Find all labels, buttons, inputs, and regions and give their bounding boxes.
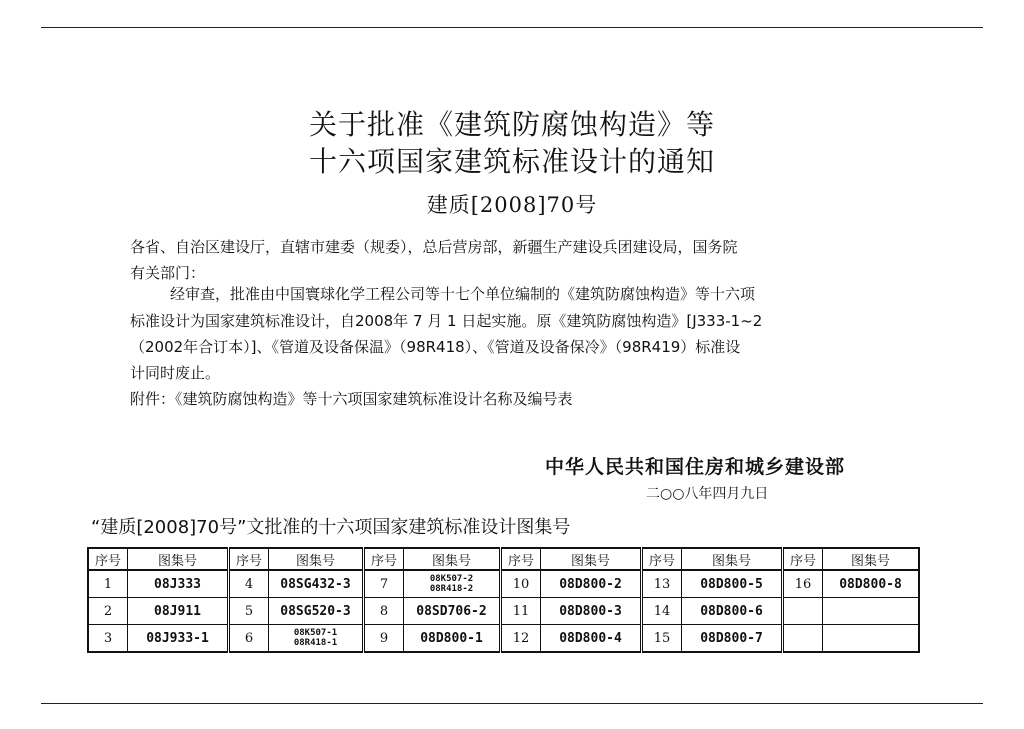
- seq-cell: 13: [642, 570, 682, 598]
- seq-cell: 14: [642, 598, 682, 625]
- seq-cell: 5: [229, 598, 269, 625]
- seq-cell: 15: [642, 625, 682, 653]
- atlas-code-cell: [404, 570, 501, 598]
- seq-cell: 1: [88, 570, 128, 598]
- header-seq: 序号: [229, 548, 269, 570]
- header-code: 图集号: [404, 548, 501, 570]
- table-row: [88, 625, 919, 653]
- header-code: 图集号: [823, 548, 920, 570]
- table-caption: “建质[2008]70号”文批准的十六项国家建筑标准设计图集号: [91, 517, 571, 538]
- atlas-code-line-2: 08R418-2: [429, 584, 474, 594]
- header-code: 图集号: [541, 548, 642, 570]
- header-seq: 序号: [783, 548, 823, 570]
- atlas-code-cell: 08D800-3: [541, 598, 642, 625]
- seq-cell: 10: [501, 570, 541, 598]
- header-seq: 序号: [364, 548, 404, 570]
- document-number: 建质[2008]70号: [426, 193, 598, 217]
- body-line-2: 标准设计为国家建筑标准设计，自2008年 7 月 1 日起实施。原《建筑防腐蚀构造》[J333-1~2: [130, 312, 763, 330]
- header-seq: 序号: [642, 548, 682, 570]
- notice-title-line-1: 关于批准《建筑防腐蚀构造》等: [308, 108, 715, 141]
- atlas-code-line-1: 08K507-2: [429, 574, 474, 584]
- body-line-4: 计同时废止。: [130, 364, 221, 382]
- table-header-row: [88, 548, 919, 570]
- seq-cell: [783, 598, 823, 625]
- atlas-code-cell: 08SG432-3: [269, 570, 364, 598]
- seq-cell: 7: [364, 570, 404, 598]
- seq-cell: 3: [88, 625, 128, 653]
- atlas-code-cell: [823, 625, 920, 653]
- header-seq: 序号: [88, 548, 128, 570]
- atlas-code-cell: 08D800-4: [541, 625, 642, 653]
- attachment-line: 附件：《建筑防腐蚀构造》等十六项国家建筑标准设计名称及编号表: [130, 390, 573, 408]
- atlas-code-line-2: 08R418-1: [293, 638, 338, 648]
- atlas-number-table: [87, 547, 920, 653]
- atlas-code-cell: [269, 625, 364, 653]
- bottom-rule: [41, 703, 983, 704]
- table-row: [88, 598, 919, 625]
- header-seq: 序号: [501, 548, 541, 570]
- addressees-line-1: 各省、自治区建设厅，直辖市建委（规委），总后营房部，新疆生产建设兵团建设局，国务院: [130, 238, 738, 256]
- atlas-code-cell: 08J933-1: [128, 625, 229, 653]
- body-line-1: 经审查，批准由中国寰球化学工程公司等十七个单位编制的《建筑防腐蚀构造》等十六项: [170, 285, 756, 303]
- atlas-code-cell: 08D800-6: [682, 598, 783, 625]
- atlas-code-cell: 08D800-1: [404, 625, 501, 653]
- atlas-code-cell: 08D800-2: [541, 570, 642, 598]
- atlas-code-line-1: 08K507-1: [293, 628, 338, 638]
- issue-date: 二○○八年四月九日: [646, 486, 769, 502]
- seq-cell: 11: [501, 598, 541, 625]
- seq-cell: 9: [364, 625, 404, 653]
- atlas-code-cell: 08D800-5: [682, 570, 783, 598]
- seq-cell: 6: [229, 625, 269, 653]
- atlas-code-cell: 08D800-8: [823, 570, 920, 598]
- seq-cell: 12: [501, 625, 541, 653]
- seq-cell: 8: [364, 598, 404, 625]
- atlas-code-cell: 08D800-7: [682, 625, 783, 653]
- seq-cell: [783, 625, 823, 653]
- notice-title-line-2: 十六项国家建筑标准设计的通知: [308, 145, 715, 178]
- atlas-code-cell: [823, 598, 920, 625]
- addressees: [130, 234, 915, 286]
- body-line-3: （2002年合订本）]、《管道及设备保温》（98R418）、《管道及设备保冷》（98R419）标准设: [130, 338, 741, 356]
- seq-cell: 4: [229, 570, 269, 598]
- header-code: 图集号: [682, 548, 783, 570]
- header-code: 图集号: [128, 548, 229, 570]
- atlas-code-cell: 08SG520-3: [269, 598, 364, 625]
- top-rule: [41, 27, 983, 28]
- atlas-code-cell: 08J911: [128, 598, 229, 625]
- atlas-code-cell: 08J333: [128, 570, 229, 598]
- seq-cell: 16: [783, 570, 823, 598]
- seq-cell: 2: [88, 598, 128, 625]
- header-code: 图集号: [269, 548, 364, 570]
- table-row: [88, 570, 919, 598]
- issuing-authority: 中华人民共和国住房和城乡建设部: [545, 456, 846, 478]
- addressees-line-2: 有关部门：: [130, 264, 206, 282]
- atlas-code-cell: 08SD706-2: [404, 598, 501, 625]
